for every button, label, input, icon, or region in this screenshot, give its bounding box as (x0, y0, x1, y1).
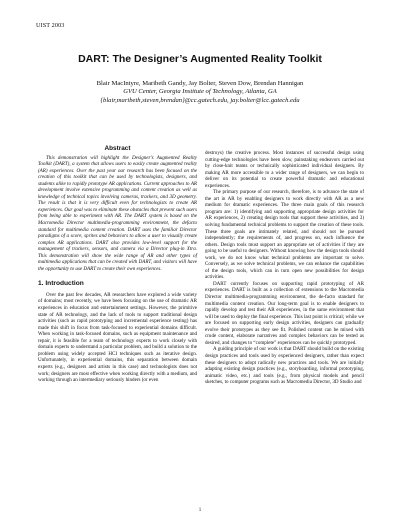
paper-title: DART: The Designer’s Augmented Reality Toolkit (78, 53, 322, 65)
left-column (38, 146, 197, 384)
body-paragraph: DART currently focuses on supporting rapid prototyping of AR experiences. DART is built as a collection of extensions to the Macromedia Director multimedia-programming environment, the de-facto standard for multimedia content creation. Our long-term goal is to enable designers to rapidly develop and test their AR experiences, in the same environment that will be used to deploy the final experience. This last point is critical; while we are focused on supporting early design activities, designers can gradually evolve their prototypes as they see fit. Polished content can be mixed with crude content, elaborate narratives and complex behaviors can be tested as desired, and changes to “complete” experiences can be quickly prototyped. (205, 280, 364, 346)
author-emails: {blair,maribeth,steven,brendan}@cc.gatech.edu, jay.bolter@lcc.gatech.edu (100, 96, 300, 104)
abstract-heading: Abstract (104, 145, 131, 152)
right-column (205, 150, 364, 386)
introduction-heading: 1. Introduction (38, 280, 84, 288)
page-number: 1 (198, 508, 202, 513)
conference-label: UIST 2003 (36, 22, 65, 29)
author-names: Blair MacIntyre, Maribeth Gandy, Jay Bolter, Steven Dow, Brendan Hannigan (96, 80, 304, 87)
body-paragraph: The primary purpose of our research, therefore, is to advance the state of the art in AR by enabling designers to work directly with AR as a new medium for dramatic experiences. The three main goals of this research program are: 1) identifying and supporting appropriate design activities for AR experiences, 2) creating design tools that support these activities, and 3) solving fundamental technical problems to support the creation of these tools. These three goals are intimately related, and should not be pursued independently; the requirements of, and progress on, each influence the others. Design tools must support an appropriate set of activities if they are going to be useful to designers. Without knowing how the design tools should work, we do not know what technical problems are important to solve. Conversely, as we solve technical problems, we can enhance the capabilities of the design tools, which can in turn open new possibilities for design activities. (205, 189, 364, 281)
author-affiliation: GVU Center, Georgia Institute of Technology, Atlanta, GA (123, 88, 277, 96)
body-paragraph: A guiding principle of our work is that DART should build on the existing design practices and tools used by experienced designers, rather than expect these designers to adopt radically new practices and tools. We are initially adapting existing design practices (e.g., storyboarding, informal prototyping, animatic video, etc.) and tools (e.g., from physical models and pencil sketches, to computer programs such as Macromedia Director, 3D Studio and (205, 346, 364, 386)
body-paragraph: destroys) the creative process. Most instances of successful design using cutting-edge technologies have been slow, painstaking endeavors carried out by close-knit teams or technically sophisticated individual designers. By making AR more accessible to a wider range of designers, we can begin to deliver on its potential to create powerful dramatic and educational experiences. (205, 150, 364, 189)
introduction-paragraph: Over the past few decades, AR researchers have explored a wide variety of domains; most recently, we have been focusing on the use of dramatic AR experiences in education and entertainment settings. However, the primitive state of AR technology, and the lack of tools to support traditional design activities (such as rapid prototyping and incremental experience testing) has made this shift in focus from task-focused to experiential domains difficult. When working in task-focused domains, such as equipment maintenance and repair, it is feasible for a team of technology experts to work closely with domain experts to understand a particular problem, and build a solution to the problem using widely accepted HCI techniques such as iterative design. Unfortunately, in experiential domains, this separation between domain experts (e.g., designers and artists in this case) and technologists does not work; designers are most effective when working directly with a medium, and working through an intermediary seriously hinders (or even (38, 291, 197, 384)
author-block (0, 80, 400, 105)
abstract-text: This demonstration will highlight the Designer’s Augmented Reality Toolkit (DART), a system that allows users to easily create augmented reality (AR) experiences. Over the past year our research has been focused on the creation of this toolkit that can be used by technologists, designers, and students alike to rapidly prototype AR applications. Current approaches to AR development involve extensive programming and content creation as well as knowledge of technical topics involving cameras, trackers, and 3D geometry. The result is that it is very difficult even for technologists to create AR experiences. Our goal was to eliminate these obstacles that prevent such users from being able to experiment with AR. The DART system is based on the Macromedia Director multimedia-programming environment, the defacto standard for multimedia content creation. DART uses the familiar Director paradigms of a score, sprites and behaviors to allow a user to visually create complex AR applications. DART also provides low-level support for the management of trackers, sensors, and camera via a Director plug-in Xtra. This demonstration will show the wide range of AR and other types of multimedia applications that can be created with DART, and visitors will have the opportunity to use DART to create their own experiences. (38, 154, 197, 272)
